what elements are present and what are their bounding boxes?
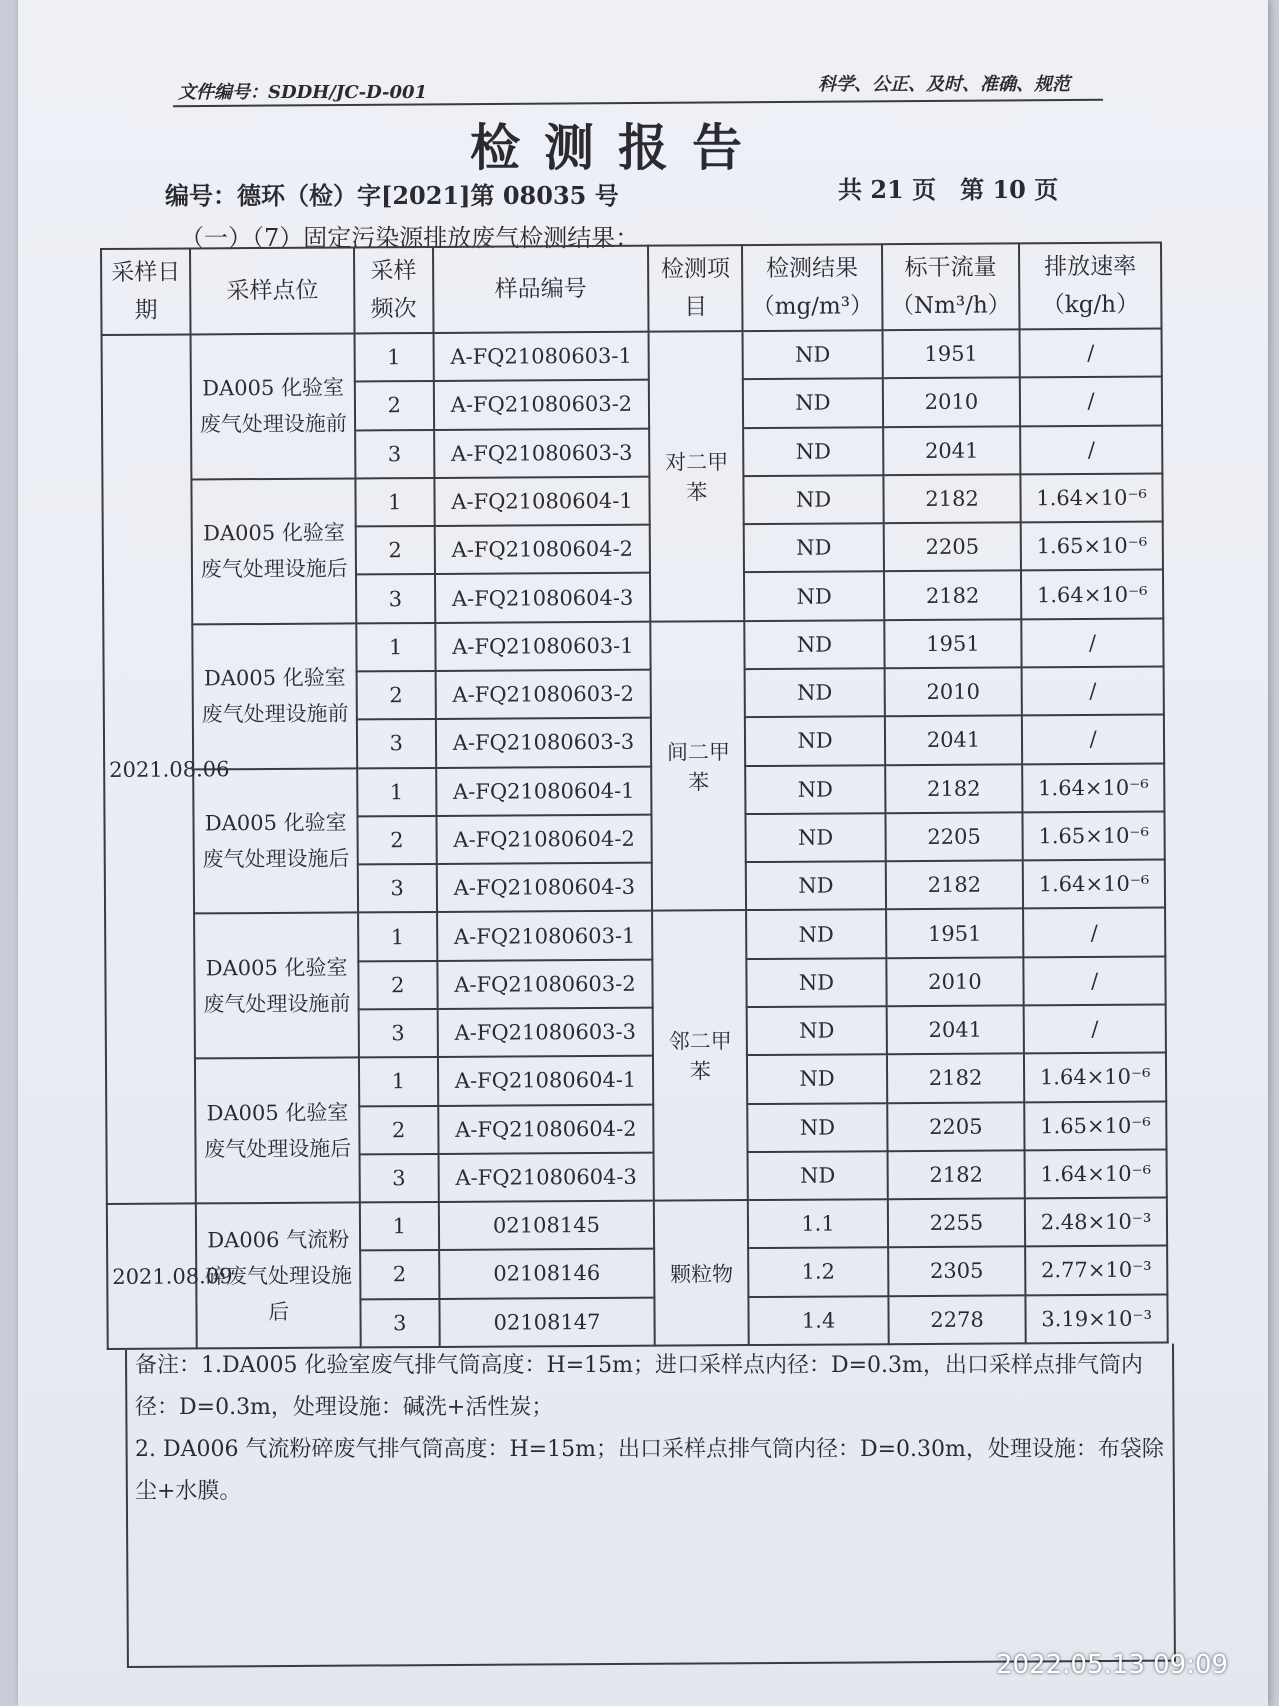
point-cell: DA005 化验室废气处理设施后	[195, 1058, 359, 1204]
freq-cell: 1	[355, 333, 434, 382]
flow-cell: 2041	[886, 1005, 1024, 1054]
rate-cell: 1.64×10⁻⁶	[1021, 570, 1163, 619]
rate-cell: /	[1020, 425, 1162, 474]
point-cell: DA005 化验室废气处理设施前	[194, 913, 358, 1059]
sample-id-cell: A-FQ21080604-2	[436, 814, 652, 864]
result-cell: ND	[744, 572, 884, 621]
flow-cell: 2010	[883, 378, 1021, 427]
flow-cell: 2205	[885, 812, 1023, 861]
result-cell: ND	[744, 523, 884, 572]
result-cell: ND	[746, 861, 886, 910]
sample-id-cell: 02108147	[439, 1297, 655, 1347]
result-cell: ND	[745, 765, 885, 814]
rate-cell: 2.77×10⁻³	[1025, 1246, 1167, 1295]
table-row	[107, 1198, 1167, 1253]
point-cell: DA005 化验室废气处理设施后	[194, 768, 358, 914]
date-cell: 2021.08.09	[107, 1203, 197, 1348]
header-item: 检测项目	[648, 245, 742, 332]
sample-id-cell: 02108146	[439, 1249, 655, 1299]
rate-cell: 2.48×10⁻³	[1025, 1198, 1167, 1247]
result-cell: 1.1	[748, 1199, 888, 1248]
rate-cell: 1.64×10⁻⁶	[1023, 860, 1165, 909]
photo-timestamp: 2022.05.13 09:09	[996, 1650, 1229, 1680]
sample-id-cell: A-FQ21080603-1	[435, 621, 651, 671]
flow-cell: 1951	[886, 909, 1024, 958]
result-cell: ND	[746, 813, 886, 862]
point-cell: DA005 化验室废气处理设施后	[192, 478, 356, 624]
freq-cell: 2	[357, 816, 436, 865]
flow-cell: 2255	[888, 1198, 1026, 1247]
sample-id-cell: A-FQ21080604-3	[438, 1152, 654, 1202]
freq-cell: 1	[360, 1202, 439, 1251]
remark-line-2: 2. DA006 气流粉碎废气排气筒高度：H=15m；出口采样点排气筒内径：D=0.30m，处理设施：布袋除尘+水膜。	[135, 1437, 1164, 1504]
freq-cell: 1	[355, 478, 434, 527]
header-point: 采样点位	[190, 247, 354, 334]
sample-id-cell: A-FQ21080603-2	[435, 670, 651, 720]
file-number: 文件编号：SDDH/JC-D-001	[178, 82, 428, 103]
header-date: 采样日期	[101, 248, 191, 335]
page-indicator: 共 21 页 第 10 页	[838, 175, 1059, 204]
freq-cell: 2	[355, 381, 434, 430]
rate-cell: 1.64×10⁻⁶	[1022, 763, 1164, 812]
header-result	[742, 244, 882, 331]
section-heading: （一）（7）固定污染源排放废气检测结果：	[180, 224, 640, 252]
report-title: 检测报告	[470, 118, 766, 177]
result-cell: ND	[747, 1103, 887, 1152]
header-rate	[1019, 243, 1161, 330]
rate-cell: /	[1024, 1004, 1166, 1053]
rate-cell: /	[1022, 715, 1164, 764]
rate-cell: 1.64×10⁻⁶	[1024, 1053, 1166, 1102]
result-cell: ND	[748, 1151, 888, 1200]
sample-id-cell: A-FQ21080603-2	[433, 380, 649, 430]
flow-cell: 2010	[884, 667, 1022, 716]
freq-cell: 2	[357, 671, 436, 720]
sample-id-cell: A-FQ21080603-2	[437, 959, 653, 1009]
sample-id-cell: A-FQ21080603-3	[435, 718, 651, 768]
header-flow-unit: （Nm³/h）	[890, 292, 1011, 320]
rate-cell: 3.19×10⁻³	[1026, 1294, 1168, 1343]
item-cell: 邻二甲苯	[652, 910, 748, 1200]
result-cell: ND	[744, 475, 884, 524]
rate-cell: /	[1022, 666, 1164, 715]
result-cell: ND	[743, 330, 883, 379]
rate-cell: /	[1024, 956, 1166, 1005]
sample-id-cell: A-FQ21080603-1	[437, 911, 653, 961]
flow-cell: 1951	[882, 329, 1020, 378]
point-cell: DA005 化验室废气处理设施前	[191, 333, 355, 479]
freq-cell: 1	[356, 623, 435, 672]
rate-cell: 1.65×10⁻⁶	[1021, 522, 1163, 571]
header-rate-unit: （kg/h）	[1041, 291, 1140, 319]
flow-cell: 2205	[883, 523, 1021, 572]
table-header-row	[101, 243, 1162, 335]
rate-cell: /	[1020, 377, 1162, 426]
motto: 科学、公正、及时、准确、规范	[818, 74, 1070, 95]
flow-cell: 2010	[886, 957, 1024, 1006]
table-row	[102, 473, 1162, 528]
point-cell: DA006 气流粉碎废气处理设施后	[196, 1202, 360, 1348]
result-cell: ND	[745, 716, 885, 765]
rate-cell: 1.65×10⁻⁶	[1023, 811, 1165, 860]
flow-cell: 2041	[883, 426, 1021, 475]
freq-cell: 1	[359, 1057, 438, 1106]
flow-cell: 2182	[887, 1150, 1025, 1199]
flow-cell: 2041	[885, 716, 1023, 765]
flow-cell: 2182	[884, 571, 1022, 620]
sample-id-cell: A-FQ21080604-2	[434, 525, 650, 575]
header-flow	[882, 243, 1020, 330]
date-cell: 2021.08.06	[102, 334, 197, 1204]
result-cell: ND	[745, 620, 885, 669]
sample-id-cell: A-FQ21080604-1	[437, 1056, 653, 1106]
flow-cell: 2305	[888, 1247, 1026, 1296]
flow-cell: 2278	[888, 1295, 1026, 1344]
item-cell: 颗粒物	[654, 1200, 749, 1346]
freq-cell: 2	[356, 526, 435, 575]
results-body	[102, 329, 1168, 1349]
result-cell: ND	[747, 1054, 887, 1103]
flow-cell: 2182	[887, 1054, 1025, 1103]
table-row	[104, 763, 1164, 818]
freq-cell: 3	[360, 1299, 439, 1348]
point-cell: DA005 化验室废气处理设施前	[193, 623, 357, 769]
sample-id-cell: A-FQ21080604-1	[434, 476, 650, 526]
header-result-label: 检测结果	[766, 255, 859, 282]
rate-cell: 1.64×10⁻⁶	[1025, 1149, 1167, 1198]
header-freq: 采样频次	[354, 247, 433, 333]
freq-cell: 3	[360, 1154, 439, 1203]
result-cell: 1.2	[748, 1248, 888, 1297]
table-row	[102, 329, 1162, 384]
freq-cell: 1	[357, 767, 436, 816]
sample-id-cell: A-FQ21080604-1	[436, 766, 652, 816]
rate-cell: /	[1020, 329, 1162, 378]
freq-cell: 1	[358, 912, 437, 961]
table-row	[106, 1053, 1166, 1108]
result-cell: ND	[743, 379, 883, 428]
freq-cell: 2	[358, 961, 437, 1010]
remarks-box	[125, 1344, 1176, 1668]
remark-line-1: 备注：1.DA005 化验室废气排气筒高度：H=15m；进口采样点内径：D=0.3m，出口采样点排气筒内径：D=0.3m，处理设施：碱洗+活性炭；	[135, 1353, 1143, 1420]
flow-cell: 2205	[887, 1102, 1025, 1151]
freq-cell: 3	[358, 864, 437, 913]
sample-id-cell: A-FQ21080604-3	[436, 863, 652, 913]
result-cell: 1.4	[749, 1296, 889, 1345]
freq-cell: 3	[359, 1009, 438, 1058]
freq-cell: 3	[357, 719, 436, 768]
item-cell: 间二甲苯	[651, 621, 747, 911]
flow-cell: 2182	[885, 764, 1023, 813]
sample-id-cell: A-FQ21080603-3	[437, 1008, 653, 1058]
result-cell: ND	[747, 958, 887, 1007]
result-cell: ND	[745, 668, 885, 717]
results-table	[100, 242, 1169, 1350]
freq-cell: 2	[359, 1105, 438, 1154]
sample-id-cell: A-FQ21080604-3	[435, 573, 651, 623]
rate-cell: /	[1023, 908, 1165, 957]
flow-cell: 1951	[884, 619, 1022, 668]
rate-cell: 1.65×10⁻⁶	[1024, 1101, 1166, 1150]
result-cell: ND	[747, 1006, 887, 1055]
sample-id-cell: A-FQ21080603-3	[434, 428, 650, 478]
sample-id-cell: A-FQ21080603-1	[433, 332, 649, 382]
item-cell: 对二甲苯	[649, 331, 745, 621]
result-cell: ND	[743, 427, 883, 476]
header-sample-id: 样品编号	[433, 246, 649, 333]
report-number: 编号：德环（检）字[2021]第 08035 号	[165, 181, 619, 210]
header-flow-label: 标干流量	[904, 254, 997, 282]
freq-cell: 3	[356, 574, 435, 623]
sample-id-cell: 02108145	[438, 1201, 654, 1251]
flow-cell: 2182	[883, 474, 1021, 523]
freq-cell: 2	[360, 1250, 439, 1299]
table-row	[105, 908, 1165, 963]
table-row	[103, 618, 1163, 673]
freq-cell: 3	[355, 430, 434, 479]
result-cell: ND	[746, 910, 886, 959]
flow-cell: 2182	[886, 860, 1024, 909]
rate-cell: /	[1021, 618, 1163, 667]
sample-id-cell: A-FQ21080604-2	[438, 1104, 654, 1154]
rate-cell: 1.64×10⁻⁶	[1021, 473, 1163, 522]
header-result-unit: （mg/m³）	[751, 293, 874, 321]
header-rate-label: 排放速率	[1044, 253, 1137, 281]
